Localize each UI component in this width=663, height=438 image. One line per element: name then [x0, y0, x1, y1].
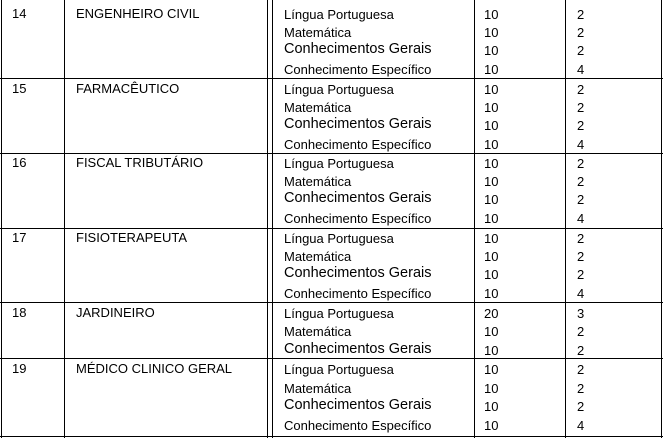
subject-name: Matemática	[284, 100, 352, 115]
question-count: 10	[484, 399, 499, 414]
subject-weight: 2	[577, 174, 585, 189]
subject-weight: 2	[577, 192, 585, 207]
subject-weight: 2	[577, 156, 585, 171]
subject-weight: 2	[577, 100, 585, 115]
role-name: ENGENHEIRO CIVIL	[76, 6, 200, 21]
grid-line	[1, 0, 2, 438]
row-divider	[0, 78, 663, 79]
row-number: 15	[12, 81, 27, 96]
subject-name: Conhecimentos Gerais	[284, 41, 432, 57]
subject-weight: 4	[577, 137, 585, 152]
subject-weight: 4	[577, 211, 585, 226]
subject-name: Conhecimento Específico	[284, 418, 432, 433]
question-count: 10	[484, 343, 499, 358]
subject-weight: 2	[577, 362, 585, 377]
subject-name: Conhecimentos Gerais	[284, 341, 432, 357]
row-divider	[0, 358, 663, 359]
subject-name: Matemática	[284, 381, 352, 396]
subject-name: Matemática	[284, 174, 352, 189]
subject-weight: 2	[577, 381, 585, 396]
subject-name: Conhecimentos Gerais	[284, 265, 432, 281]
question-count: 20	[484, 306, 499, 321]
row-divider	[0, 436, 663, 437]
question-count: 10	[484, 286, 499, 301]
grid-line	[267, 0, 268, 438]
grid-line	[272, 0, 273, 438]
question-count: 10	[484, 211, 499, 226]
role-name: FISIOTERAPEUTA	[76, 230, 187, 245]
row-number: 18	[12, 305, 27, 320]
question-count: 10	[484, 25, 499, 40]
subject-name: Matemática	[284, 25, 352, 40]
grid-line	[474, 0, 475, 438]
row-number: 19	[12, 361, 27, 376]
subject-weight: 4	[577, 62, 585, 77]
role-name: JARDINEIRO	[76, 305, 155, 320]
subject-name: Conhecimentos Gerais	[284, 116, 432, 132]
row-number: 14	[12, 6, 27, 21]
subject-weight: 2	[577, 343, 585, 358]
subject-weight: 2	[577, 249, 585, 264]
question-count: 10	[484, 418, 499, 433]
subject-name: Matemática	[284, 249, 352, 264]
subject-weight: 2	[577, 25, 585, 40]
question-count: 10	[484, 43, 499, 58]
subject-name: Conhecimento Específico	[284, 286, 432, 301]
subject-weight: 2	[577, 118, 585, 133]
subject-weight: 2	[577, 231, 585, 246]
role-name: FISCAL TRIBUTÁRIO	[76, 155, 204, 170]
question-count: 10	[484, 381, 499, 396]
question-count: 10	[484, 324, 499, 339]
question-count: 10	[484, 62, 499, 77]
subject-weight: 2	[577, 399, 585, 414]
grid-line	[565, 0, 566, 438]
question-count: 10	[484, 7, 499, 22]
subject-weight: 3	[577, 306, 585, 321]
subject-name: Conhecimentos Gerais	[284, 397, 432, 413]
question-count: 10	[484, 174, 499, 189]
subject-weight: 2	[577, 267, 585, 282]
question-count: 10	[484, 362, 499, 377]
subject-name: Conhecimentos Gerais	[284, 190, 432, 206]
subject-name: Conhecimento Específico	[284, 62, 432, 77]
subject-name: Conhecimento Específico	[284, 211, 432, 226]
subject-name: Matemática	[284, 324, 352, 339]
subject-name: Língua Portuguesa	[284, 231, 394, 246]
subject-weight: 2	[577, 82, 585, 97]
subject-name: Língua Portuguesa	[284, 306, 394, 321]
row-number: 17	[12, 230, 27, 245]
grid-line	[64, 0, 65, 438]
question-count: 10	[484, 100, 499, 115]
question-count: 10	[484, 192, 499, 207]
subject-name: Conhecimento Específico	[284, 137, 432, 152]
subject-weight: 2	[577, 7, 585, 22]
subject-name: Língua Portuguesa	[284, 362, 394, 377]
question-count: 10	[484, 156, 499, 171]
question-count: 10	[484, 231, 499, 246]
question-count: 10	[484, 82, 499, 97]
subject-weight: 4	[577, 418, 585, 433]
role-name: MÉDICO CLINICO GERAL	[76, 361, 233, 376]
subject-weight: 4	[577, 286, 585, 301]
row-number: 16	[12, 155, 27, 170]
subject-weight: 2	[577, 324, 585, 339]
subject-name: Língua Portuguesa	[284, 7, 394, 22]
role-name: FARMACÊUTICO	[76, 81, 180, 96]
subject-name: Língua Portuguesa	[284, 82, 394, 97]
question-count: 10	[484, 249, 499, 264]
question-count: 10	[484, 118, 499, 133]
grid-line	[661, 0, 662, 438]
question-count: 10	[484, 267, 499, 282]
question-count: 10	[484, 137, 499, 152]
subject-weight: 2	[577, 43, 585, 58]
row-divider	[0, 302, 663, 303]
subject-name: Língua Portuguesa	[284, 156, 394, 171]
